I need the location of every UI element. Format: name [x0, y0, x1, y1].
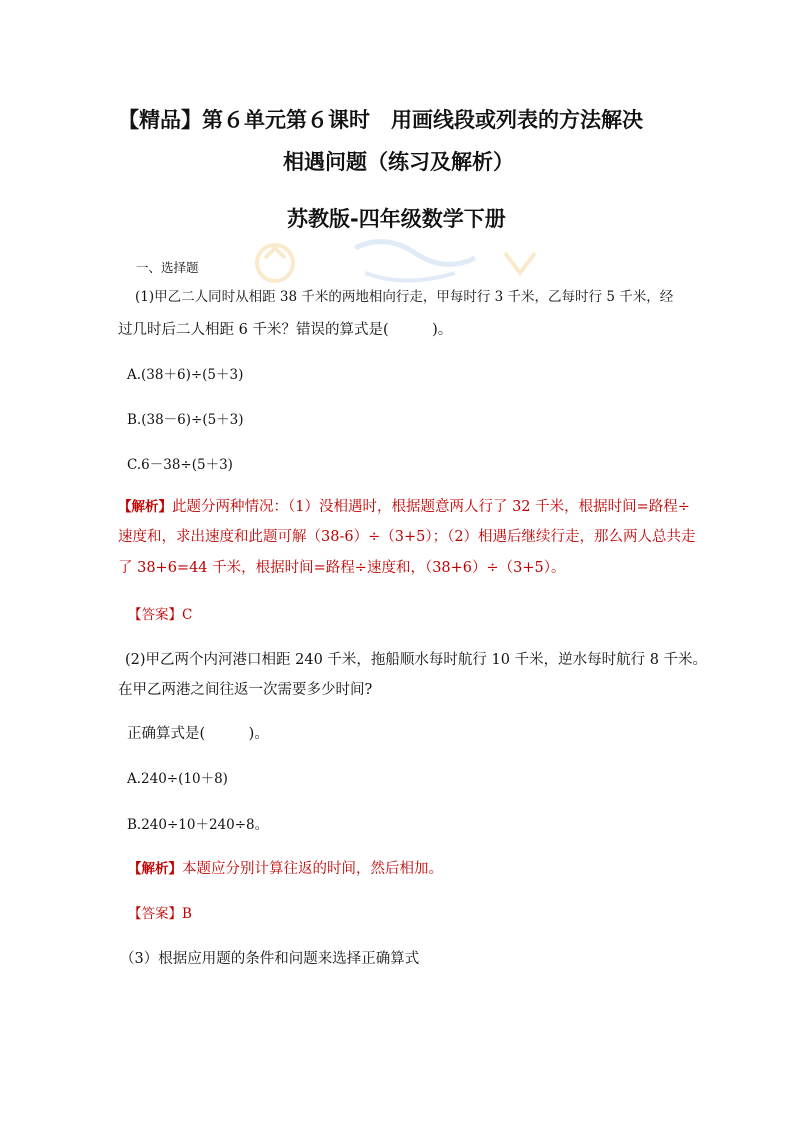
q2-answer — [128, 902, 192, 922]
q2-stem-line1: (2)甲乙两个内河港口相距 240 千米，拖船顺水每时航行 10 千米，逆水每时航行 8 千米。 — [125, 652, 708, 668]
q1-answer — [128, 603, 192, 623]
q1-analysis-line1 — [118, 495, 690, 516]
q2-analysis-text: 本题应分别计算往返的时间，然后相加。 — [182, 861, 443, 877]
page-title-line2: 相遇问题（练习及解析） — [283, 150, 514, 174]
q2-analysis-label: 【解析】 — [128, 861, 182, 877]
q1-option-c: C.6－38÷(5＋3) — [127, 457, 233, 473]
q1-analysis-text1: 此题分两种情况：（1）没相遇时，根据题意两人行了 32 千米，根据时间=路程÷ — [172, 499, 690, 515]
q1-option-b: B.(38－6)÷(5＋3) — [127, 412, 244, 428]
q2-option-b: B.240÷10＋240÷8。 — [127, 817, 269, 833]
q3-stem: （3）根据应用题的条件和问题来选择正确算式 — [120, 951, 420, 967]
q1-analysis-label: 【解析】 — [118, 499, 172, 515]
section-heading: 一、选择题 — [136, 260, 199, 275]
page-title-line1: 【精品】第６单元第６课时 用画线段或列表的方法解决 — [118, 108, 643, 132]
q1-analysis-line3: 了 38+6=44 千米，根据时间=路程÷速度和，（38+6）÷（3+5）。 — [118, 560, 566, 576]
q2-stem-line2: 在甲乙两港之间往返一次需要多少时间? — [118, 682, 373, 698]
page-subtitle: 苏教版-四年级数学下册 — [287, 207, 506, 231]
q1-stem-line2: 过几时后二人相距 6 千米？错误的算式是( )。 — [118, 322, 453, 338]
q2-prompt: 正确算式是( )。 — [127, 726, 269, 742]
q2-answer-label: 【答案】 — [128, 906, 182, 922]
q2-analysis — [128, 857, 443, 878]
q2-option-a: A.240÷(10＋8) — [127, 771, 228, 787]
q1-answer-label: 【答案】 — [128, 607, 182, 623]
q1-answer-value: C — [182, 607, 193, 623]
q1-stem-line1: (1)甲乙二人同时从相距 38 千米的两地相向行走，甲每时行 3 千米，乙每时行 5 千米，经 — [135, 289, 674, 305]
q1-option-a: A.(38＋6)÷(5＋3) — [127, 367, 244, 383]
q2-answer-value: B — [182, 906, 192, 922]
q1-analysis-line2: 速度和，求出速度和此题可解（38-6）÷（3+5）；（2）相遇后继续行走，那么两人总共走 — [118, 529, 696, 545]
